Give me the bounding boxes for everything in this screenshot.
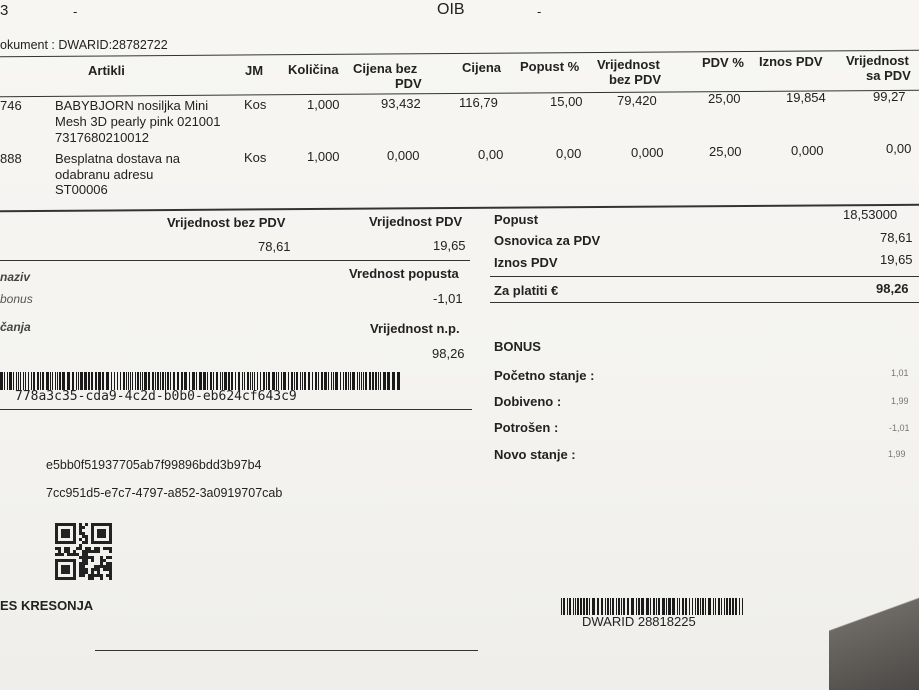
oib-label: OIB — [437, 1, 465, 18]
iznos-pdv-label: Iznos PDV — [494, 255, 558, 270]
col-kolicina: Količina — [288, 62, 339, 77]
item-pdv-pct: 25,00 — [709, 144, 742, 159]
qr-code-icon — [55, 523, 112, 580]
item-name: Besplatna dostava na — [55, 151, 181, 166]
item-cijena-bez: 0,000 — [387, 148, 420, 163]
header-fragment: 3 — [0, 2, 9, 19]
item-code: 746 — [0, 98, 22, 113]
dwarid-code: DWARID 28818225 — [582, 614, 696, 629]
novo-stanje-value: 1,99 — [888, 449, 906, 459]
vrijednost-np-label: Vrijednost n.p. — [370, 321, 460, 336]
anja-label: čanja — [0, 320, 31, 334]
item-name-line2: Mesh 3D pearly pink 021001 — [55, 114, 221, 129]
pocetno-stanje-label: Početno stanje : — [494, 368, 595, 383]
za-platiti-label: Za platiti € — [494, 283, 559, 298]
item-vrijednost-bez: 0,000 — [631, 145, 664, 160]
vrednost-popusta-label: Vrednost popusta — [349, 266, 459, 281]
potrosen-label: Potrošen : — [494, 420, 559, 435]
item-vrijednost-sa: 0,00 — [886, 141, 912, 156]
hash-code: e5bb0f51937705ab7f99896bdd3b97b4 — [46, 458, 262, 472]
vrijednost-np-value: 98,26 — [432, 346, 465, 361]
item-kolicina: 1,000 — [307, 97, 340, 112]
col-iznos-pdv: Iznos PDV — [759, 54, 823, 69]
vrijednost-pdv-label: Vrijednost PDV — [369, 214, 463, 229]
header-dash-2: - — [537, 4, 542, 19]
item-cijena: 116,79 — [459, 95, 498, 110]
item-vrijednost-sa: 99,27 — [873, 89, 906, 104]
vrijednost-bez-pdv-label: Vrijednost bez PDV — [167, 215, 286, 230]
vrijednost-bez-pdv-value: 78,61 — [258, 239, 291, 254]
dobiveno-value: 1,99 — [891, 396, 909, 406]
item-barcode-number: 7317680210012 — [55, 130, 149, 145]
header-dash: - — [73, 4, 78, 19]
item-cijena-bez: 93,432 — [381, 96, 421, 111]
col-popust: Popust % — [520, 59, 580, 74]
col-vrijednost-bez: Vrijednost — [597, 57, 660, 72]
uuid-barcode — [0, 372, 402, 390]
col-cijena-bez: Cijena bez — [353, 61, 418, 76]
col-artikli: Artikli — [88, 63, 125, 78]
item-kolicina: 1,000 — [307, 149, 340, 164]
iznos-pdv-value: 19,65 — [880, 252, 913, 267]
dwarid-barcode — [561, 598, 746, 615]
osnovica-value: 78,61 — [880, 230, 913, 245]
col-jm: JM — [245, 63, 264, 78]
bonus-title: BONUS — [494, 339, 541, 354]
item-pdv-pct: 25,00 — [708, 91, 741, 106]
footer-name: ES KRESONJA — [0, 598, 94, 613]
col-cijena: Cijena — [462, 60, 502, 75]
item-popust: 0,00 — [556, 146, 582, 161]
shadow-corner — [829, 580, 919, 690]
item-name: BABYBJORN nosiljka Mini — [55, 98, 209, 113]
za-platiti-value: 98,26 — [876, 281, 909, 296]
jir-code: 7cc951d5-e7c7-4797-a852-3a0919707cab — [46, 486, 283, 500]
uuid-code: 778a3c35-cda9-4c2d-b0b0-eb624cf643c9 — [15, 389, 297, 404]
vrijednost-pdv-value: 19,65 — [433, 238, 466, 253]
item-vrijednost-bez: 79,420 — [617, 93, 657, 108]
vrednost-popusta-value: -1,01 — [433, 291, 463, 306]
potrosen-value: -1,01 — [889, 423, 910, 433]
item-jm: Kos — [244, 97, 267, 112]
item-code: 888 — [0, 151, 22, 166]
naziv-label: naziv — [0, 270, 31, 284]
bonus-label: bonus — [0, 292, 33, 306]
item-jm: Kos — [244, 150, 267, 165]
osnovica-label: Osnovica za PDV — [494, 233, 601, 248]
popust-value: 18,53000 — [843, 207, 898, 222]
item-popust: 15,00 — [550, 94, 583, 109]
dobiveno-label: Dobiveno : — [494, 394, 562, 409]
novo-stanje-label: Novo stanje : — [494, 447, 576, 462]
col-cijena-bez-pdv: PDV — [395, 76, 422, 91]
document-id: okument : DWARID:28782722 — [0, 38, 168, 52]
col-vrijednost-sa: Vrijednost — [846, 53, 909, 68]
pocetno-stanje-value: 1,01 — [891, 368, 909, 378]
item-code-line3: ST00006 — [55, 182, 108, 197]
popust-label: Popust — [494, 212, 539, 227]
item-cijena: 0,00 — [478, 147, 504, 162]
col-pdv-pct: PDV % — [702, 55, 744, 70]
item-name-line2: odabranu adresu — [55, 167, 154, 182]
col-vrijednost-sa-pdv: sa PDV — [866, 68, 911, 83]
item-iznos-pdv: 0,000 — [791, 143, 824, 158]
col-vrijednost-bez-pdv: bez PDV — [609, 72, 662, 87]
item-iznos-pdv: 19,854 — [786, 90, 826, 105]
